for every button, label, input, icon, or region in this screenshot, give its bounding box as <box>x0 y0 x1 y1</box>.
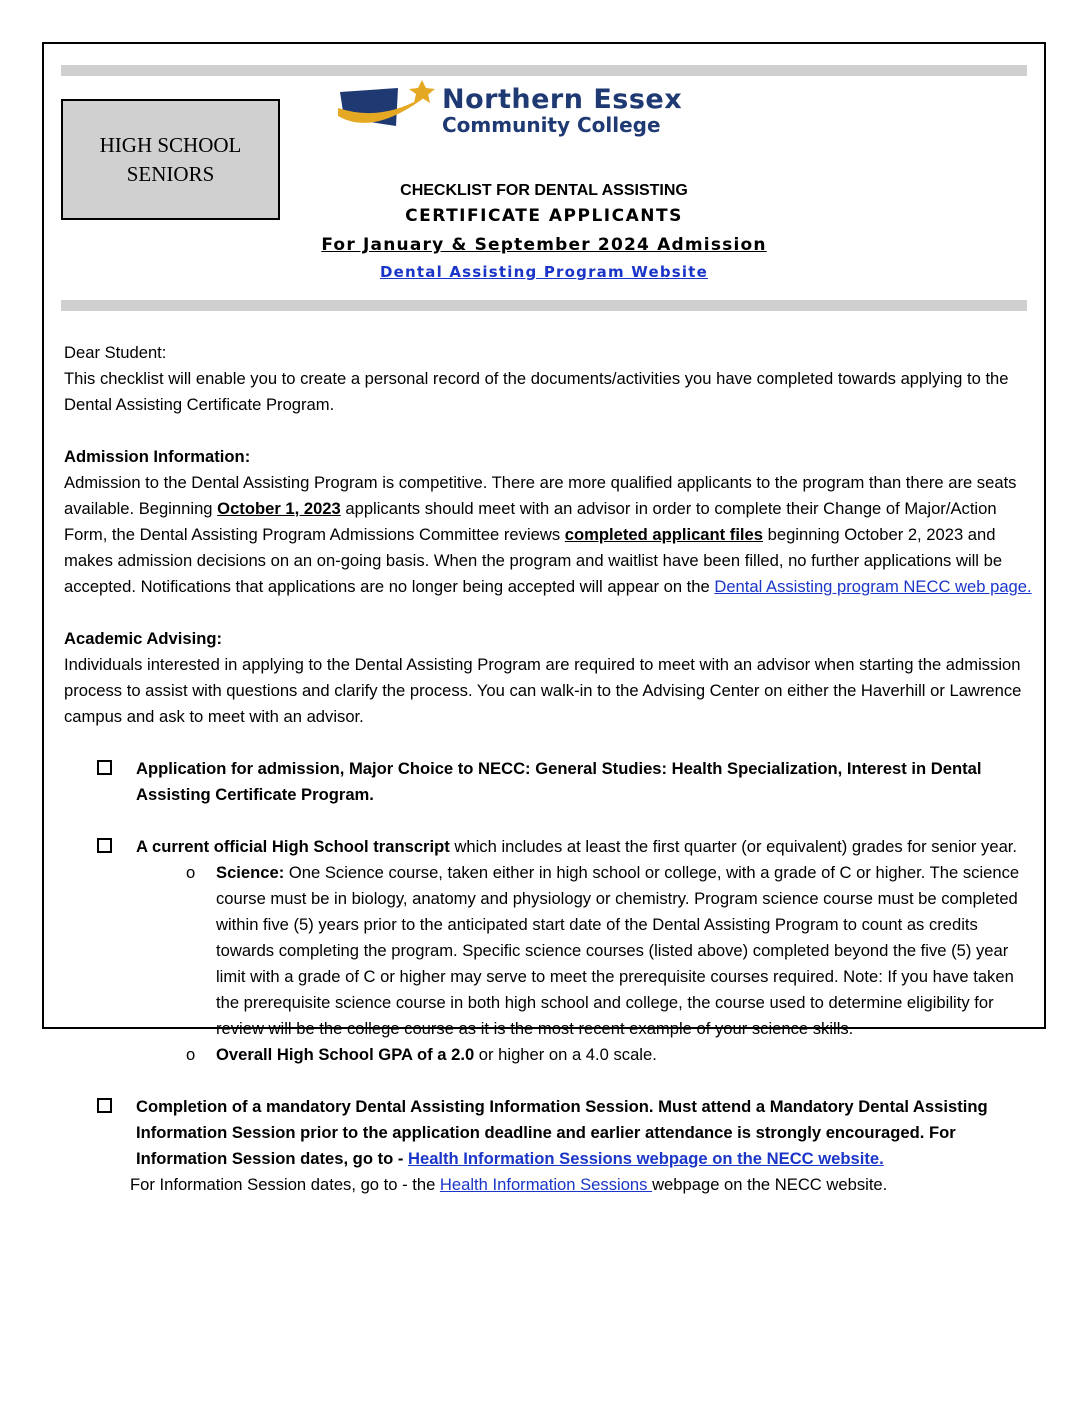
college-logo <box>336 78 756 138</box>
science-text: One Science course, taken either in high school or college, with a grade of C or higher. The science course must be in biology, anatomy and physiology or chemistry. Program science course must be completed within five (5) years prior to the anticipated start date of the Dental Assisting Program to count as credits towards completing the program. Specific science courses (listed above) completed beyond the five (5) year limit with a grade of C or higher may serve to meet the prerequisite courses required. Note: If you have taken the prerequisite science course in both high school and college, the course used to determine eligibility for review will be the college course as it is the most recent example of your science skills. <box>216 863 1020 1038</box>
title-certificate: CERTIFICATE APPLICANTS <box>405 206 683 226</box>
audience-line-2: SENIORS <box>126 162 215 186</box>
advising-paragraph: Individuals interested in applying to the Dental Assisting Program are required to meet with an advisor when starting the admission process to assist with questions and clarify the process. You can walk-in to the Advising Center on either the Haverhill or Lawrence campus and ask to meet with an advisor. <box>64 655 1022 726</box>
checklist-item-transcript-text <box>136 834 1034 860</box>
title-checklist: CHECKLIST FOR DENTAL ASSISTING <box>400 182 688 199</box>
gpa-bold: Overall High School GPA of a 2.0 <box>216 1045 475 1064</box>
logo-line-2: Community College <box>442 113 661 137</box>
title-admission-term-text: For January & September 2024 Admission <box>321 235 767 255</box>
checkbox[interactable] <box>97 760 112 775</box>
gpa-rest: or higher on a 4.0 scale. <box>474 1045 657 1064</box>
science-label: Science: <box>216 863 285 882</box>
document-body <box>64 340 1034 1198</box>
checkbox[interactable] <box>97 1098 112 1113</box>
admission-paragraph <box>64 470 1034 600</box>
checklist-item-info-session <box>64 1094 1034 1172</box>
info-session-followup <box>64 1172 1034 1198</box>
intro-text: This checklist will enable you to create a personal record of the documents/activities you have completed towards applying to the Dental Assisting Certificate Program. <box>64 369 1009 414</box>
bullet-icon: o <box>186 1045 196 1064</box>
completed-files-emphasis: completed applicant files <box>564 525 763 544</box>
health-info-sessions-link[interactable]: Health Information Sessions webpage on the NECC website. <box>407 1149 884 1168</box>
bottom-divider <box>61 300 1027 311</box>
science-requirement <box>64 860 1034 1042</box>
followup-text-1: For Information Session dates, go to - the <box>130 1175 440 1194</box>
admission-start-date: October 1, 2023 <box>217 499 341 518</box>
logo-line-1: Northern Essex <box>442 84 683 115</box>
salutation: Dear Student: <box>64 343 167 362</box>
title-admission-term <box>0 235 1088 255</box>
health-info-sessions-link-2[interactable]: Health Information Sessions <box>439 1175 653 1194</box>
audience-box <box>61 99 280 220</box>
info-session-text: Completion of a mandatory Dental Assisting Information Session. Must attend a Mandatory Dental Assisting Information Session prior to the application deadline and earlier attendance is strongly encouraged. For Information Session dates, go to - <box>136 1097 988 1168</box>
necc-web-page-link[interactable]: Dental Assisting program NECC web page. <box>714 577 1032 596</box>
admission-text-1: Admission to the Dental Assisting Program is competitive. There are more qualified applicants to the program than there are seats available. Beginning <box>64 473 1017 518</box>
gpa-requirement <box>64 1042 1034 1068</box>
transcript-rest: which includes at least the first quarter (or equivalent) grades for senior year. <box>449 837 1018 856</box>
checklist-item-application <box>64 756 1034 808</box>
transcript-bold: A current official High School transcript <box>136 837 450 856</box>
admission-text-3: beginning October 2, 2023 and makes admission decisions on an on-going basis. When the program and waitlist have been filled, no further applications will be accepted. Notifications that applications are no longer being accepted will appear on the <box>64 525 1003 596</box>
admission-text-2: applicants should meet with an advisor in order to complete their Change of Major/Action Form, the Dental Assisting Program Admissions Committee reviews <box>64 499 997 544</box>
audience-line-1: HIGH SCHOOL <box>99 133 242 157</box>
advising-heading: Academic Advising: <box>64 629 222 648</box>
admission-heading: Admission Information: <box>64 447 251 466</box>
program-website-link[interactable]: Dental Assisting Program Website <box>380 263 708 281</box>
bullet-icon: o <box>186 863 196 882</box>
checklist-item-application-text: Application for admission, Major Choice to NECC: General Studies: Health Specialization, Interest in Dental Assisting Certificate Program. <box>136 759 982 804</box>
logo-swoosh-icon <box>336 78 440 136</box>
followup-text-2: webpage on the NECC website. <box>652 1175 888 1194</box>
top-divider <box>61 65 1027 76</box>
checkbox[interactable] <box>97 838 112 853</box>
checklist-item-transcript <box>64 834 1034 860</box>
program-website-line <box>0 263 1088 281</box>
